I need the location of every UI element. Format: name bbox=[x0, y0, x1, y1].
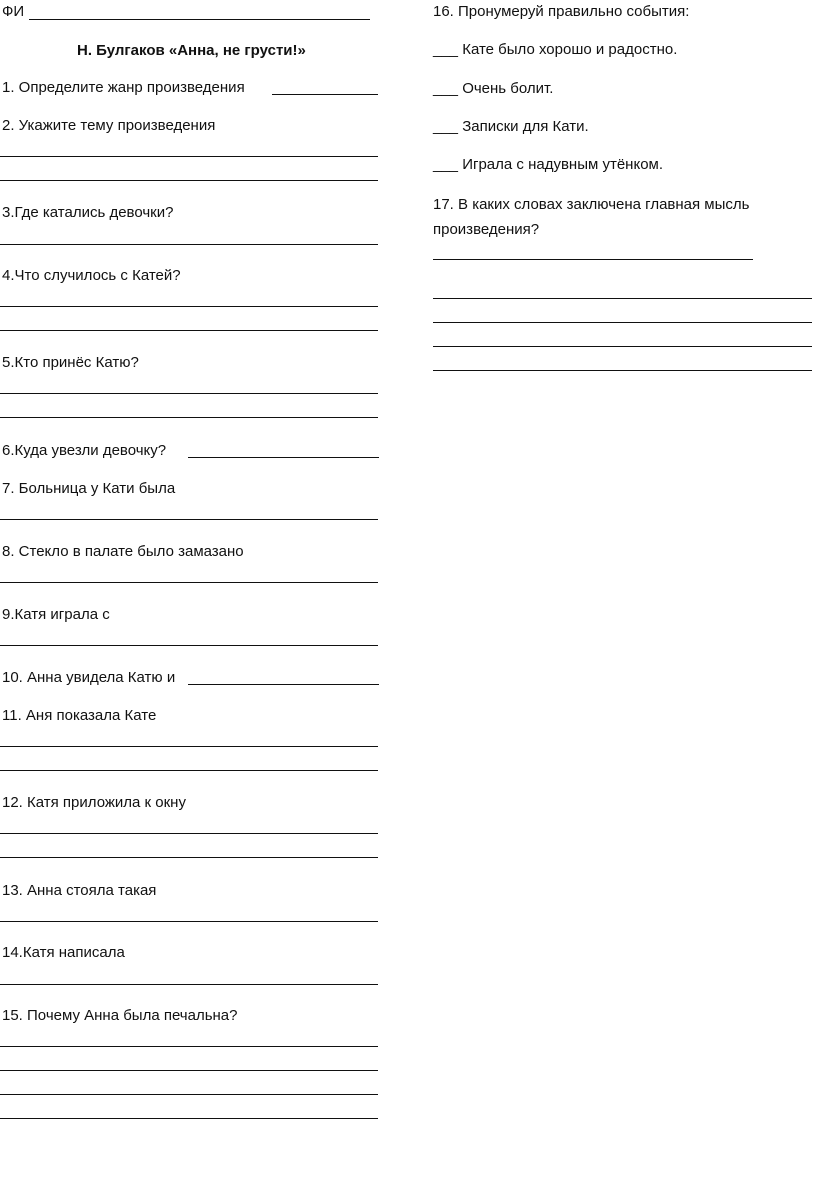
answer-line-8[interactable] bbox=[0, 582, 378, 583]
event-number-blank[interactable]: ___ bbox=[433, 156, 459, 173]
question-5: 5.Кто принёс Катю? bbox=[2, 354, 139, 371]
answer-line-15c[interactable] bbox=[0, 1094, 378, 1095]
answer-line-15b[interactable] bbox=[0, 1070, 378, 1071]
question-9: 9.Катя играла с bbox=[2, 606, 110, 623]
answer-line-15a[interactable] bbox=[0, 1046, 378, 1047]
event-number-blank[interactable]: ___ bbox=[433, 41, 459, 58]
answer-line-6[interactable] bbox=[188, 457, 379, 458]
question-17-line-1: 17. В каких словах заключена главная мысль bbox=[433, 196, 750, 213]
question-3: 3.Где катались девочки? bbox=[2, 204, 174, 221]
event-item bbox=[433, 118, 589, 136]
answer-line-10[interactable] bbox=[188, 684, 379, 685]
event-text: Кате было хорошо и радостно. bbox=[462, 41, 678, 58]
answer-line-15d[interactable] bbox=[0, 1118, 378, 1119]
event-item bbox=[433, 156, 663, 174]
answer-line-2b[interactable] bbox=[0, 180, 378, 181]
question-7: 7. Больница у Кати была bbox=[2, 480, 176, 497]
answer-line-11a[interactable] bbox=[0, 746, 378, 747]
question-10: 10. Анна увидела Катю и bbox=[2, 669, 176, 686]
answer-line-11b[interactable] bbox=[0, 770, 378, 771]
answer-line-17d[interactable] bbox=[433, 346, 812, 347]
question-2: 2. Укажите тему произведения bbox=[2, 117, 216, 134]
answer-line-17e[interactable] bbox=[433, 370, 812, 371]
answer-line-17c[interactable] bbox=[433, 322, 812, 323]
question-17-line-2: произведения? bbox=[433, 221, 540, 238]
question-11: 11. Аня показала Кате bbox=[2, 707, 157, 724]
question-13: 13. Анна стояла такая bbox=[2, 882, 157, 899]
event-number-blank[interactable]: ___ bbox=[433, 80, 459, 97]
page-title: Н. Булгаков «Анна, не грусти!» bbox=[77, 42, 306, 59]
answer-line-5a[interactable] bbox=[0, 393, 378, 394]
event-text: Очень болит. bbox=[462, 80, 554, 97]
event-text: Записки для Кати. bbox=[462, 118, 589, 135]
answer-line-12b[interactable] bbox=[0, 857, 378, 858]
event-number-blank[interactable]: ___ bbox=[433, 118, 459, 135]
answer-line-17a[interactable] bbox=[433, 259, 753, 260]
answer-line-9[interactable] bbox=[0, 645, 378, 646]
question-6: 6.Куда увезли девочку? bbox=[2, 442, 167, 459]
answer-line-12a[interactable] bbox=[0, 833, 378, 834]
question-14: 14.Катя написала bbox=[2, 944, 125, 961]
answer-line-17b[interactable] bbox=[433, 298, 812, 299]
fi-answer-line[interactable] bbox=[29, 19, 370, 20]
event-item bbox=[433, 41, 677, 59]
answer-line-2a[interactable] bbox=[0, 156, 378, 157]
answer-line-4a[interactable] bbox=[0, 306, 378, 307]
answer-line-1[interactable] bbox=[272, 94, 378, 95]
question-15: 15. Почему Анна была печальна? bbox=[2, 1007, 238, 1024]
event-text: Играла с надувным утёнком. bbox=[462, 156, 664, 173]
fi-label: ФИ bbox=[2, 3, 25, 20]
answer-line-5b[interactable] bbox=[0, 417, 378, 418]
answer-line-4b[interactable] bbox=[0, 330, 378, 331]
answer-line-13[interactable] bbox=[0, 921, 378, 922]
answer-line-7[interactable] bbox=[0, 519, 378, 520]
answer-line-3[interactable] bbox=[0, 244, 378, 245]
question-16: 16. Пронумеруй правильно события: bbox=[433, 3, 690, 20]
event-item bbox=[433, 80, 553, 98]
question-4: 4.Что случилось с Катей? bbox=[2, 267, 181, 284]
question-12: 12. Катя приложила к окну bbox=[2, 794, 186, 811]
question-8: 8. Стекло в палате было замазано bbox=[2, 543, 244, 560]
answer-line-14[interactable] bbox=[0, 984, 378, 985]
question-1: 1. Определите жанр произведения bbox=[2, 79, 245, 96]
